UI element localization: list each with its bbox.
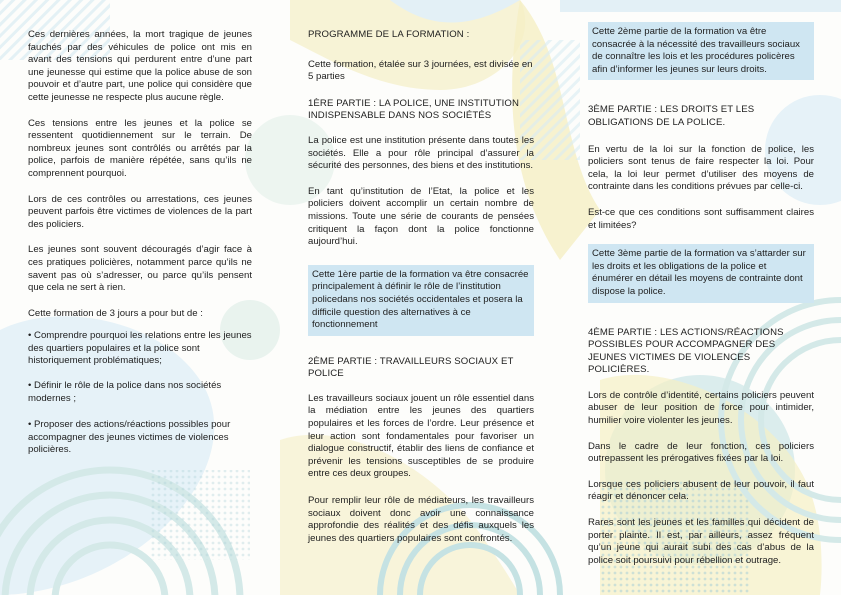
intro-paragraph-3: Lors de ces contrôles ou arrestations, ces jeunes peuvent parfois être victimes de violences de la part des policiers. <box>28 193 252 230</box>
intro-paragraph-4: Les jeunes sont souvent découragés d’agir face à ces pratiques policières, notamment parce qu’ils ne savent pas où s’adresser, ou parce qu’ils pensent que cela ne sert à rien. <box>28 244 252 294</box>
training-goal-lead: Cette formation de 3 jours a pour but de : <box>28 307 203 319</box>
part1-paragraph-2: En tant qu’institution de l’Etat, la police et les policiers doivent accomplir un certain nombre de missions. Toute une série de courants de pensées critiquent la façon dont la police fonctionne aujourd’hui. <box>308 185 534 248</box>
part4-paragraph-3: Lorsque ces policiers abusent de leur pouvoir, il faut réagir et dénoncer cela. <box>588 478 814 503</box>
part1-title: 1ÈRE PARTIE : LA POLICE, UNE INSTITUTION INDISPENSABLE DANS NOS SOCIÉTÉS <box>308 97 520 122</box>
goal-bullet-2: • Définir le rôle de la police dans nos sociétés modernes ; <box>28 380 222 404</box>
part4-title: 4ÈME PARTIE : LES ACTIONS/RÉACTIONS POSSIBLES POUR ACCOMPAGNER DES JEUNES VICTIMES DE VIOLENCES POLICIÈRES. <box>588 326 784 376</box>
part4-paragraph-4: Rares sont les jeunes et les familles qui décident de porter plainte. Il est, par ailleurs, assez fréquent qu’un jeune qui aurait subi des cas d’abus de la police soit poursuivi pour rébellion et outrage. <box>588 517 814 566</box>
intro-paragraph-2: Ces tensions entre les jeunes et la police se ressentent quotidiennement sur le terrain. De nombreux jeunes sont contrôlés ou arrêtés par la police, parfois de manière répétée, sans qu’ils ne comprennent pourquoi. <box>28 117 252 179</box>
goal-bullet-1: • Comprendre pourquoi les relations entre les jeunes des quartiers populaires et la police sont historiquement problématiques; <box>28 330 252 367</box>
goal-bullet-3: • Proposer des actions/réactions possibles pour accompagner des jeunes victimes de violences policières. <box>28 419 231 456</box>
part2-paragraph-2: Pour remplir leur rôle de médiateurs, les travailleurs sociaux doivent donc avoir une connaissance approfondie des réalités et des défis auxquels les jeunes des quartiers populaires sont confrontés. <box>308 495 534 544</box>
part3-highlight-box: Cette 3ème partie de la formation va s’attarder sur les droits et les obligations de la police et énumérer en détail les moyens de contrainte dont dispose la police. <box>588 244 814 302</box>
program-heading: PROGRAMME DE LA FORMATION : <box>308 29 470 40</box>
part1-highlight-box: Cette 1ère partie de la formation va être consacrée principalement à définir le rôle de l’institution policedans nos sociétés occidentales et posera la difficile question des alternatives à ce fonctionnement <box>308 265 534 336</box>
column-program-continued <box>588 0 814 567</box>
part2-highlight-box: Cette 2ème partie de la formation va être consacrée à la nécessité des travailleurs sociaux de connaître les lois et les procédures policères afin d’informer les jeunes sur leurs droits. <box>588 22 814 80</box>
intro-paragraph-1: Ces dernières années, la mort tragique de jeunes fauchés par des véhicules de police ont mis en avant des tensions qui perdurent entre d’une part une jeunesse qui estime que la police abuse de son pouvoir et d’autre part, une police qui considère que cette jeunesse ne respecte plus aucune règle. <box>28 29 252 103</box>
part3-paragraph-2: Est-ce que ces conditions sont suffisamment claires et limitées? <box>588 206 814 231</box>
part4-paragraph-2: Dans le cadre de leur fonction, ces policiers outrepassent les prérogatives fixées par la loi. <box>588 440 814 465</box>
part4-paragraph-1: Lors de contrôle d’identité, certains policiers peuvent abuser de leur position de force pour intimider, humilier voire violenter les jeunes. <box>588 389 814 427</box>
column-program <box>308 0 534 545</box>
part1-paragraph-1: La police est une institution présente dans toutes les sociétés. Elle a pour rôle principal d’assurer la sécurité des personnes, des biens et des institutions. <box>308 134 534 172</box>
part3-title: 3ÈME PARTIE : LES DROITS ET LES OBLIGATIONS DE LA POLICE. <box>588 104 755 128</box>
column-introduction <box>28 0 252 457</box>
part3-paragraph-1: En vertu de la loi sur la fonction de police, les policiers sont tenus de faire respecter la loi. Pour cela, la loi leur permet d’utiliser des moyens de contrainte dans les conditions prévues par celle-ci. <box>588 143 814 193</box>
part2-title: 2ÈME PARTIE : TRAVAILLEURS SOCIAUX ET POLICE <box>308 355 514 380</box>
part2-paragraph-1: Les travailleurs sociaux jouent un rôle essentiel dans la médiation entre les jeunes des quartiers populaires et les forces de l’ordre. Leur présence et leur action sont fondamentales pour favoriser un dialogue constructif, établir des liens de confiance et prévenir les tensions susceptibles de se produire entre ces deux groupes. <box>308 392 534 480</box>
program-intro: Cette formation, étalée sur 3 journées, est divisée en 5 parties <box>308 58 533 83</box>
